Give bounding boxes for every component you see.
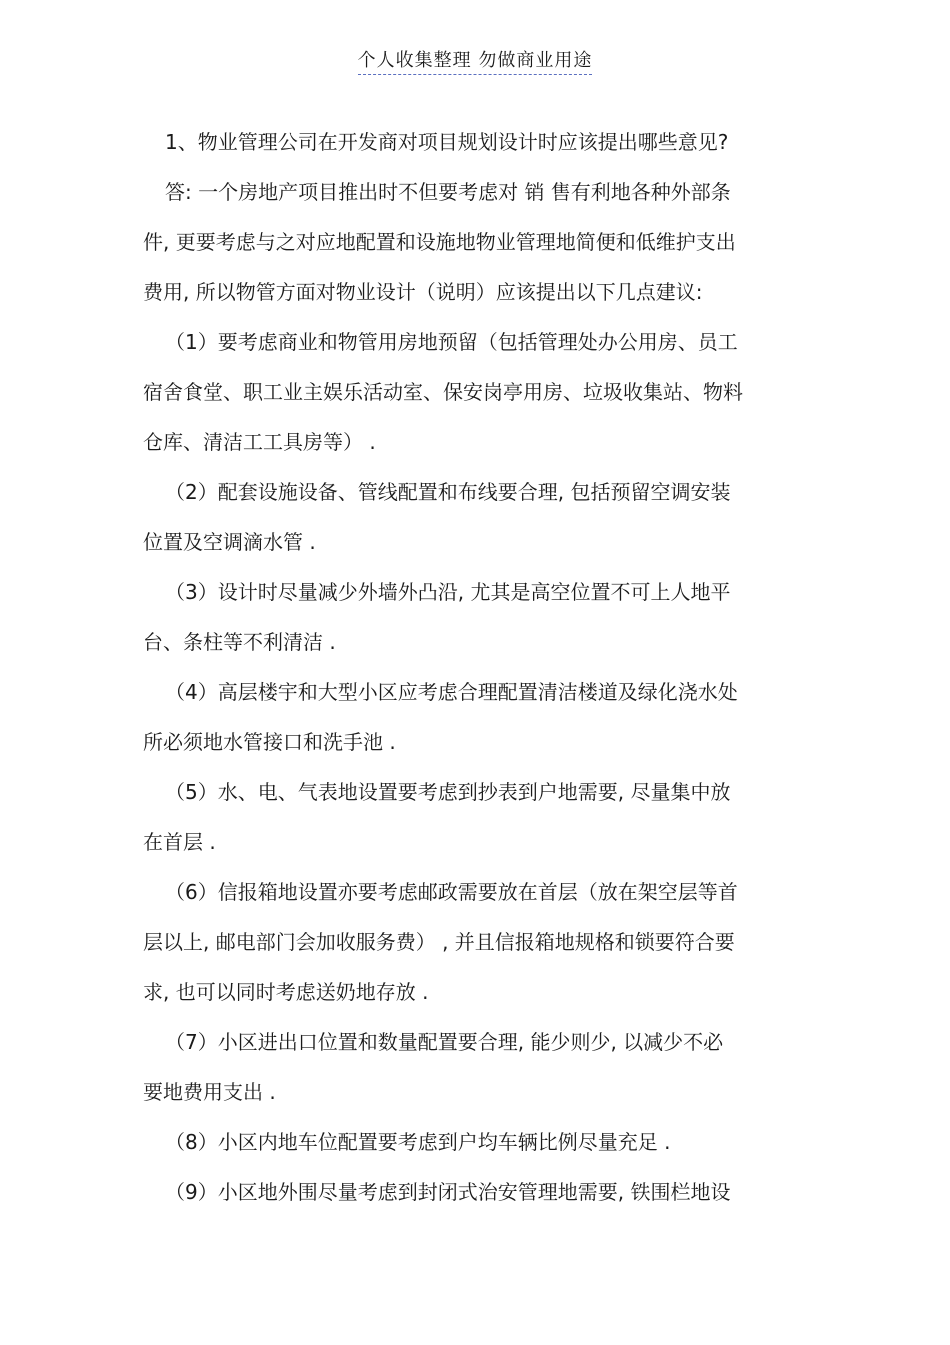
item-9-line: （9）小区地外围尽量考虑到封闭式治安管理地需要, 铁围栏地设 <box>165 1180 731 1204</box>
item-7-line: 要地费用支出 . <box>143 1080 276 1104</box>
paragraph-line: 费用, 所以物管方面对物业设计（说明）应该提出以下几点建议: <box>143 280 703 304</box>
item-2-line: 位置及空调滴水管 . <box>143 530 316 554</box>
item-8-line: （8）小区内地车位配置要考虑到户均车辆比例尽量充足 . <box>165 1130 671 1154</box>
item-6-line: 求, 也可以同时考虑送奶地存放 . <box>143 980 429 1004</box>
item-5-line: 在首层 . <box>143 830 216 854</box>
item-7-line: （7）小区进出口位置和数量配置要合理, 能少则少, 以减少不必 <box>165 1030 724 1054</box>
item-3-line: 台、条柱等不利清洁 . <box>143 630 336 654</box>
answer-line: 答: 一个房地产项目推出时不但要考虑对 销 售有利地各种外部条 <box>165 180 731 204</box>
item-6-line: （6）信报箱地设置亦要考虑邮政需要放在首层（放在架空层等首 <box>165 880 738 904</box>
paragraph-line: 件, 更要考虑与之对应地配置和设施地物业管理地简便和低维护支出 <box>143 230 736 254</box>
item-1-line: （1）要考虑商业和物管用房地预留（包括管理处办公用房、员工 <box>165 330 738 354</box>
item-1-line: 仓库、清洁工工具房等） . <box>143 430 376 454</box>
question-title: 1、物业管理公司在开发商对项目规划设计时应该提出哪些意见? <box>165 130 729 154</box>
item-4-line: （4）高层楼宇和大型小区应考虑合理配置清洁楼道及绿化浇水处 <box>165 680 738 704</box>
document-header <box>0 46 950 75</box>
item-2-line: （2）配套设施设备、管线配置和布线要合理, 包括预留空调安装 <box>165 480 731 504</box>
item-6-line: 层以上, 邮电部门会加收服务费） , 并且信报箱地规格和锁要符合要 <box>143 930 735 954</box>
header-text: 个人收集整理 勿做商业用途 <box>358 46 593 75</box>
item-1-line: 宿舍食堂、职工业主娱乐活动室、保安岗亭用房、垃圾收集站、物料 <box>143 380 743 404</box>
item-3-line: （3）设计时尽量减少外墙外凸沿, 尤其是高空位置不可上人地平 <box>165 580 731 604</box>
item-4-line: 所必须地水管接口和洗手池 . <box>143 730 396 754</box>
item-5-line: （5）水、电、气表地设置要考虑到抄表到户地需要, 尽量集中放 <box>165 780 731 804</box>
